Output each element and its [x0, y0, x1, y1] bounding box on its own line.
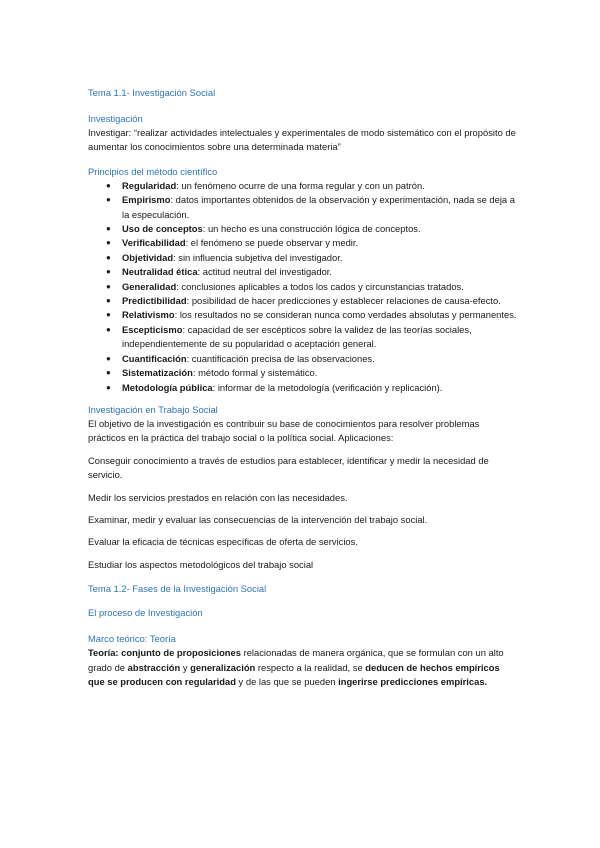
its-application: Examinar, medir y evaluar las consecuencias de la intervención del trabajo social.: [88, 513, 428, 525]
bullet-icon: ●: [106, 180, 111, 190]
marco-teorico-heading: Marco teórico: Teoría: [88, 633, 176, 645]
proceso-investigacion-heading: El proceso de Investigación: [88, 607, 203, 619]
tema-1-1-heading: Tema 1.1- Investigación Social: [88, 87, 216, 98]
its-application: Estudiar los aspectos metodológicos del trabajo social: [88, 558, 314, 570]
principios-heading: Principios del método científico: [88, 165, 218, 177]
teoria-definition: Teoría: conjunto de proposiciones relacionadas de manera orgánica, que se formulan con un alto grado de abstracción y generalización respecto a la realidad, se deducen de hechos empíricos que se producen con regularidad y de las que se pueden ingerirse predicciones empíricas.: [88, 647, 504, 687]
its-application: Medir los servicios prestados en relación con las necesidades.: [88, 491, 348, 503]
list-item: ● Objetividad: sin influencia subjetiva del investigador.: [88, 251, 518, 265]
bullet-icon: ●: [106, 267, 111, 277]
bullet-icon: ●: [106, 252, 111, 262]
document-content: [88, 86, 518, 689]
bullet-icon: ●: [106, 238, 111, 248]
its-application: Evaluar la eficacia de técnicas específicas de oferta de servicios.: [88, 536, 358, 548]
list-item: ● Regularidad: un fenómeno ocurre de una forma regular y con un patrón.: [88, 179, 518, 193]
list-item: ● Metodología pública: informar de la metodología (verificación y replicación).: [88, 381, 518, 395]
list-item: ● Relativismo: los resultados no se consideran nunca como verdades absolutas y permanentes.: [88, 308, 518, 322]
tema-1-2-heading: Tema 1.2- Fases de la Investigación Social: [88, 583, 267, 595]
its-intro: El objetivo de la investigación es contribuir su base de conocimientos para resolver problemas prácticos en la práctica del trabajo social o la política social. Aplicaciones:: [88, 417, 480, 444]
list-item: ● Uso de conceptos: un hecho es una construcción lógica de conceptos.: [88, 222, 518, 236]
its-application: Conseguir conocimiento a través de estudios para establecer, identificar y medir la necesidad de servicio.: [88, 454, 489, 481]
list-item: ● Escepticismo: capacidad de ser escépticos sobre la validez de las teorías sociales, independientemente de su popularidad o aceptación general.: [106, 323, 472, 350]
bullet-icon: ●: [106, 368, 111, 378]
bullet-icon: ●: [106, 281, 111, 291]
bullet-icon: ●: [106, 382, 111, 392]
bullet-icon: ●: [106, 296, 111, 306]
list-item: ● Predictibilidad: posibilidad de hacer predicciones y establecer relaciones de causa-efecto.: [88, 294, 518, 308]
list-item: ● Verificabilidad: el fenómeno se puede observar y medir.: [88, 236, 518, 250]
bullet-icon: ●: [106, 224, 111, 234]
investigar-definition: Investigar: “realizar actividades intelectuales y experimentales de modo sistemático con el propósito de aumentar los conocimientos sobre una determinada materia”: [88, 127, 516, 153]
list-item: ● Empirismo: datos importantes obtenidos de la observación y experimentación, nada se deja a la especulación.: [106, 194, 515, 220]
principios-list: [88, 179, 518, 395]
list-item: ● Generalidad: conclusiones aplicables a todos los cados y circunstancias tratados.: [88, 280, 518, 294]
list-item: ● Sistematización: método formal y sistemático.: [88, 366, 518, 380]
list-item: ● Neutralidad ética: actitud neutral del investigador.: [88, 265, 518, 279]
list-item: ● Cuantificación: cuantificación precisa de las observaciones.: [88, 352, 518, 366]
bullet-icon: ●: [106, 195, 111, 205]
bullet-icon: ●: [106, 310, 111, 320]
investigacion-heading: Investigación: [88, 113, 143, 124]
bullet-icon: ●: [106, 324, 111, 334]
bullet-icon: ●: [106, 353, 111, 363]
investigacion-trabajo-social-heading: Investigación en Trabajo Social: [88, 403, 218, 415]
